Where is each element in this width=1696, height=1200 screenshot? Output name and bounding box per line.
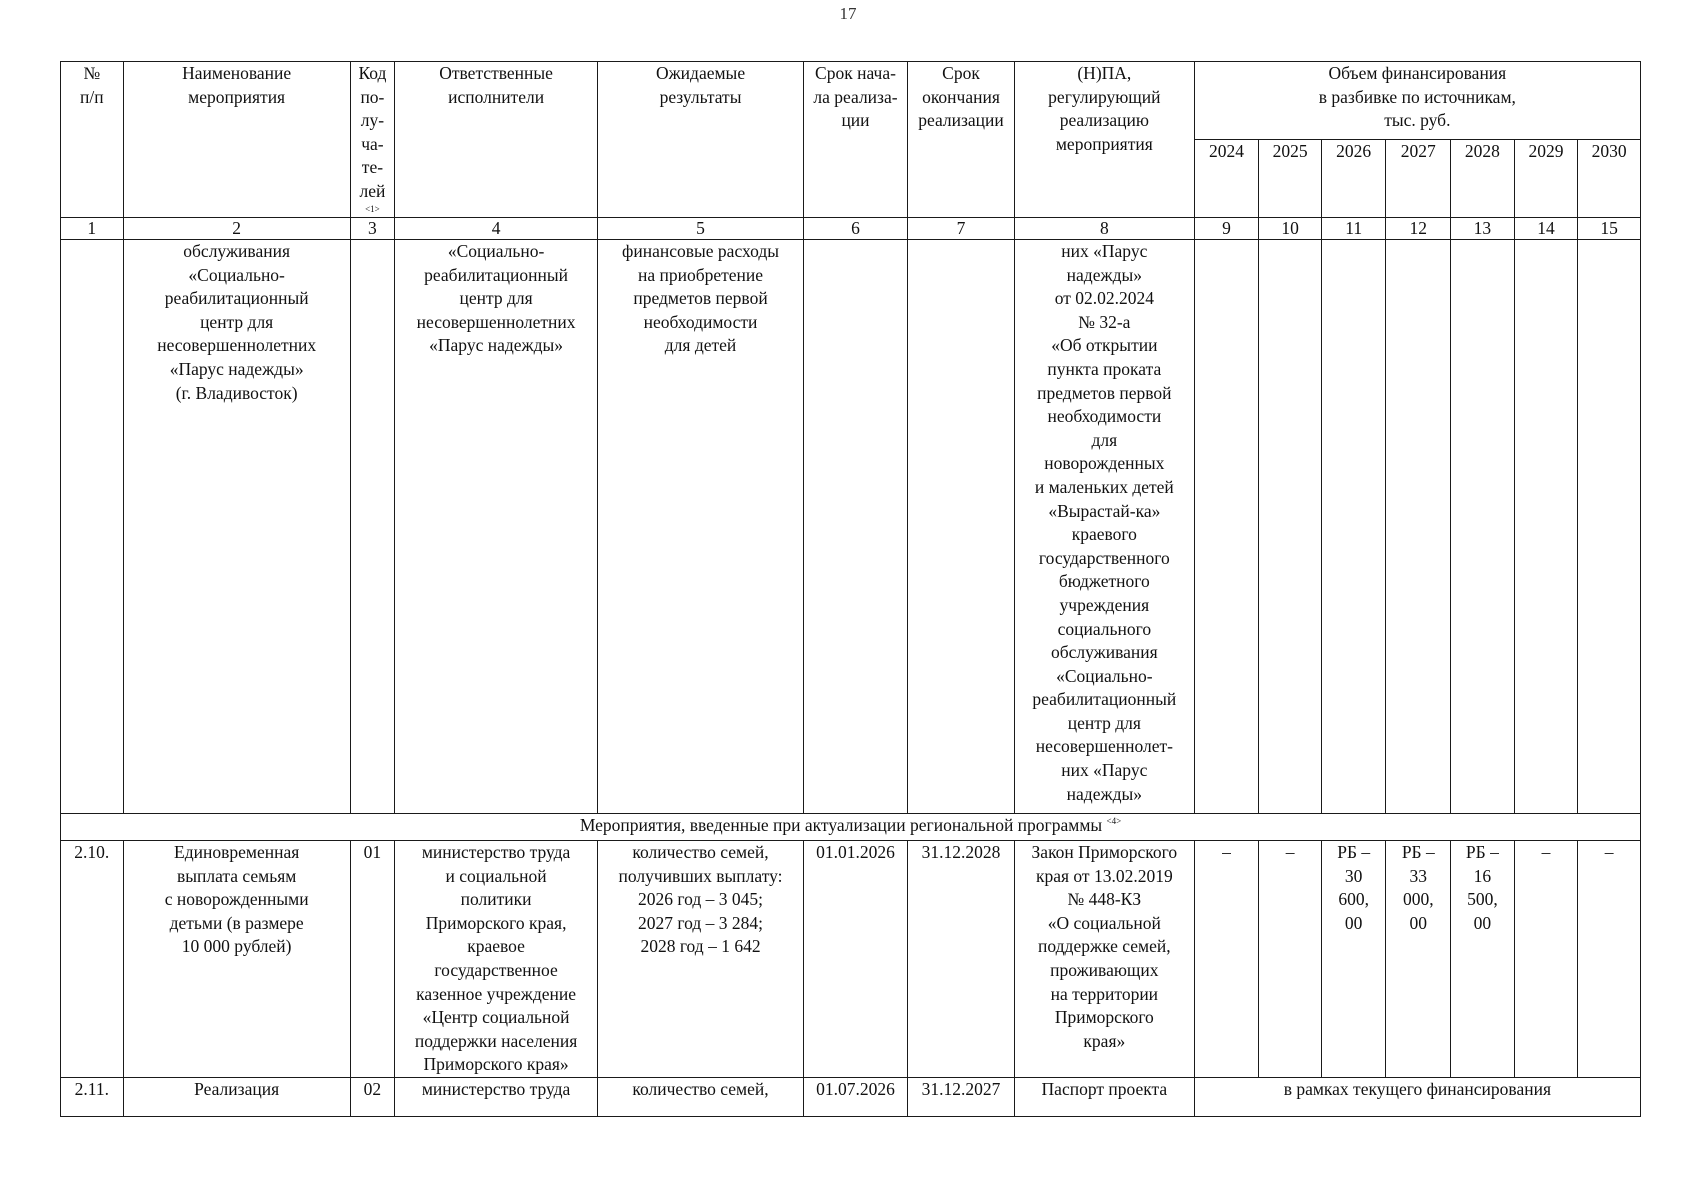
column-number: 8 [1014,218,1194,240]
header-activity-name: Наименование мероприятия [123,62,350,218]
cell-year-value: – [1259,841,1322,1078]
cell-number [61,240,124,814]
cell-results: количество семей, получивших выплату: 2026 год – 3 045; 2027 год – 3 284; 2028 год – 1 642 [598,841,804,1078]
header-year: 2029 [1514,140,1578,218]
table-row [61,1077,1641,1116]
cell-recipient-code [350,240,394,814]
cell-number: 2.11. [61,1077,124,1116]
header-start-date: Срок нача- ла реализа- ции [804,62,908,218]
column-number: 9 [1194,218,1259,240]
header-row [61,62,1641,140]
cell-legal-act: Паспорт проекта [1014,1077,1194,1116]
cell-year-value: – [1514,841,1578,1078]
header-legal-act: (Н)ПА, регулирующий реализацию мероприятия [1014,62,1194,218]
column-number: 3 [350,218,394,240]
cell-year-value [1259,240,1322,814]
cell-year-value: РБ – 16 500, 00 [1451,841,1515,1078]
header-results: Ожидаемые результаты [598,62,804,218]
cell-legal-act: них «Парус надежды» от 02.02.2024 № 32-а «Об открытии пункта проката предметов первой необходимости для новорожденных и маленьких детей «Вырастай-ка» краевого государственного бюджетного учреждения социального обслуживания «Социально- реабилитационный центр для несовершеннолет- них «Парус надежды» [1014,240,1194,814]
cell-executors: министерство труда [395,1077,598,1116]
column-number: 14 [1514,218,1578,240]
cell-activity-name: обслуживания «Социально- реабилитационный центр для несовершеннолетних «Парус надежды» (г. Владивосток) [123,240,350,814]
section-row [61,814,1641,841]
cell-finance-note: в рамках текущего финансирования [1194,1077,1640,1116]
cell-year-value [1578,240,1641,814]
table-row [61,841,1641,1078]
cell-executors: «Социально- реабилитационный центр для несовершеннолетних «Парус надежды» [395,240,598,814]
cell-year-value: – [1578,841,1641,1078]
cell-end-date [907,240,1014,814]
cell-year-value [1194,240,1259,814]
header-executors: Ответственные исполнители [395,62,598,218]
header-year: 2030 [1578,140,1641,218]
header-year: 2024 [1194,140,1259,218]
header-year: 2028 [1451,140,1515,218]
header-end-date: Срок окончания реализации [907,62,1014,218]
section-title: Мероприятия, введенные при актуализации региональной программы [579,815,1103,835]
cell-year-value [1386,240,1451,814]
cell-executors: министерство труда и социальной политики Приморского края, краевое государственное казенное учреждение «Центр социальной поддержки населения Приморского края» [395,841,598,1078]
column-number: 4 [395,218,598,240]
header-recipient-code-note: <1> [365,203,380,214]
cell-results: количество семей, [598,1077,804,1116]
section-note: <4> [1106,816,1122,827]
column-number: 11 [1321,218,1386,240]
column-number: 15 [1578,218,1641,240]
cell-year-value: РБ – 33 000, 00 [1386,841,1451,1078]
header-financing: Объем финансирования в разбивке по источникам, тыс. руб. [1194,62,1640,140]
cell-year-value [1514,240,1578,814]
cell-number: 2.10. [61,841,124,1078]
cell-end-date: 31.12.2028 [907,841,1014,1078]
column-numbers-row [61,218,1641,240]
program-activities-table [60,61,1641,1117]
cell-year-value: РБ – 30 600, 00 [1321,841,1386,1078]
header-year: 2027 [1386,140,1451,218]
column-number: 1 [61,218,124,240]
header-recipient-code-label: Код по- лу- ча- те- лей [358,63,387,201]
cell-activity-name: Единовременная выплата семьям с новорожденными детьми (в размере 10 000 рублей) [123,841,350,1078]
cell-activity-name: Реализация [123,1077,350,1116]
header-year: 2025 [1259,140,1322,218]
header-year: 2026 [1321,140,1386,218]
column-number: 12 [1386,218,1451,240]
page-number: 17 [839,4,857,23]
cell-year-value [1321,240,1386,814]
header-number: № п/п [61,62,124,218]
cell-start-date [804,240,908,814]
cell-recipient-code: 02 [350,1077,394,1116]
cell-start-date: 01.01.2026 [804,841,908,1078]
cell-legal-act: Закон Приморского края от 13.02.2019 № 448-КЗ «О социальной поддержке семей, проживающих на территории Приморского края» [1014,841,1194,1078]
column-number: 7 [907,218,1014,240]
column-number: 6 [804,218,908,240]
cell-end-date: 31.12.2027 [907,1077,1014,1116]
column-number: 10 [1259,218,1322,240]
section-title-cell [61,814,1641,841]
cell-year-value [1451,240,1515,814]
column-number: 2 [123,218,350,240]
cell-year-value: – [1194,841,1259,1078]
column-number: 5 [598,218,804,240]
cell-recipient-code: 01 [350,841,394,1078]
header-recipient-code [350,62,394,218]
cell-results: финансовые расходы на приобретение предметов первой необходимости для детей [598,240,804,814]
table-row [61,240,1641,814]
column-number: 13 [1451,218,1515,240]
cell-start-date: 01.07.2026 [804,1077,908,1116]
